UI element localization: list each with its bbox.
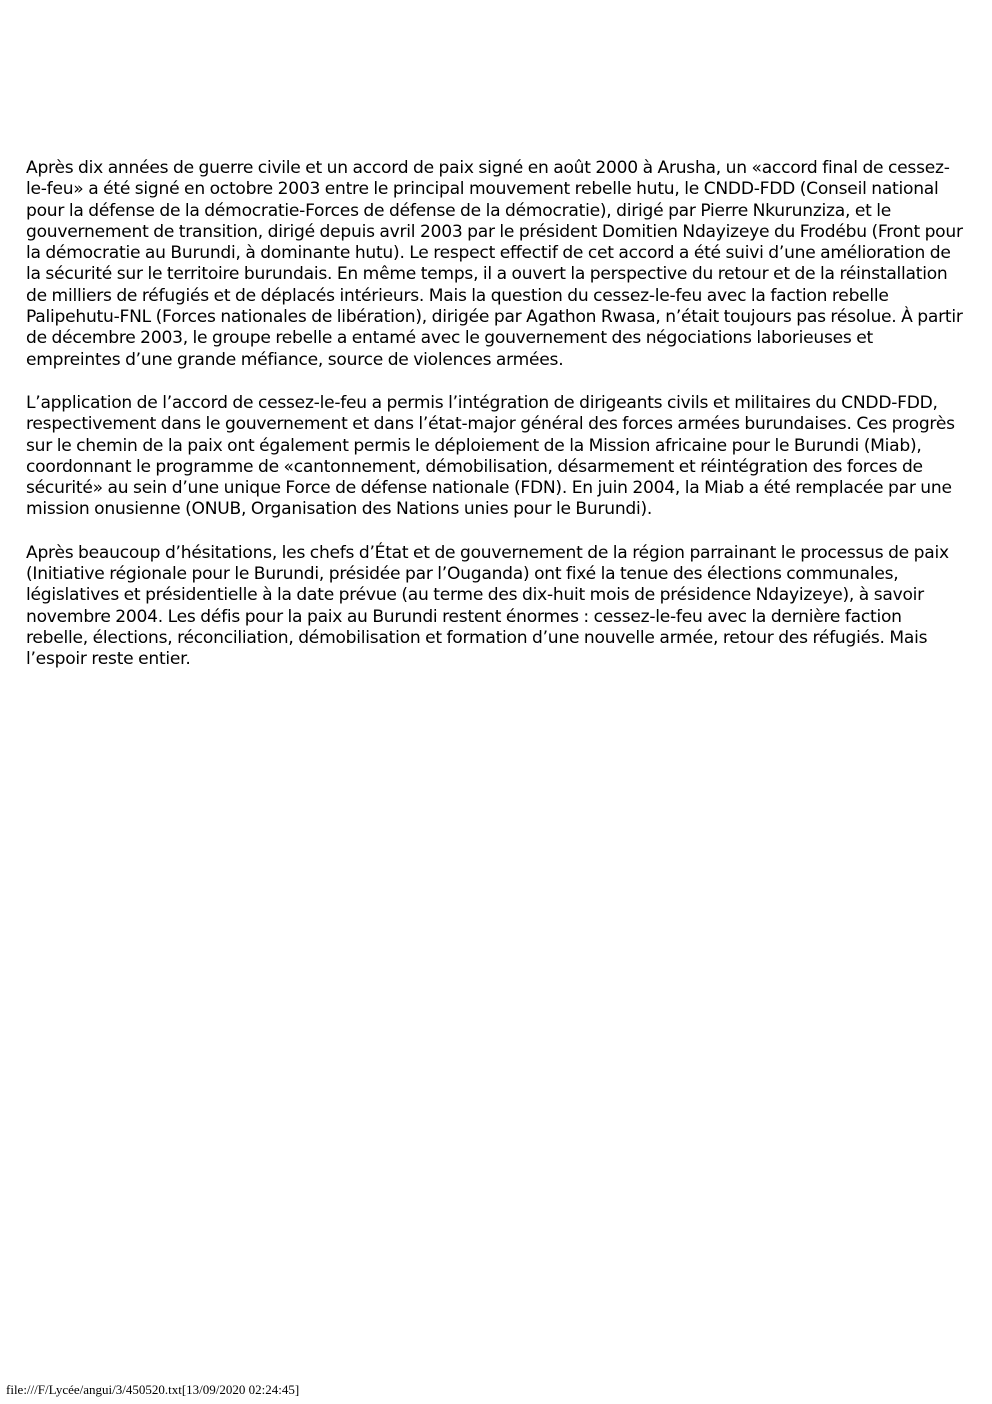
paragraph-3: Après beaucoup d’hésitations, les chefs d’État et de gouvernement de la région parrainant le processus de paix (Initiative régionale pour le Burundi, présidée par l’Ouganda) ont fixé la tenue des élections communales, législatives et présidentielle à la date prévue (au terme des dix-huit mois de présidence Ndayizeye), à savoir novembre 2004. Les défis pour la paix au Burundi restent énormes : cessez-le-feu avec la dernière faction rebelle, élections, réconciliation, démobilisation et formation d’une nouvelle armée, retour des réfugiés. Mais l’espoir reste entier. (26, 542, 949, 670)
paragraph-2: L’application de l’accord de cessez-le-feu a permis l’intégration de dirigeants civils et militaires du CNDD-FDD, respectivement dans le gouvernement et dans l’état-major général des forces armées burundaises. Ces progrès sur le chemin de la paix ont également permis le déploiement de la Mission africaine pour le Burundi (Miab), coordonnant le programme de «cantonnement, démobilisation, désarmement et réintégration des forces de sécurité» au sein d’une unique Force de défense nationale (FDN). En juin 2004, la Miab a été remplacée par une mission onusienne (ONUB, Organisation des Nations unies pour le Burundi). (26, 392, 955, 520)
paragraph-1: Après dix années de guerre civile et un accord de paix signé en août 2000 à Arusha, un «accord final de cessez-le-feu» a été signé en octobre 2003 entre le principal mouvement rebelle hutu, le CNDD-FDD (Conseil national pour la défense de la démocratie-Forces de défense de la démocratie), dirigé par Pierre Nkurunziza, et le gouvernement de transition, dirigé depuis avril 2003 par le président Domitien Ndayizeye du Frodébu (Front pour la démocratie au Burundi, à dominante hutu). Le respect effectif de cet accord a été suivi d’une amélioration de la sécurité sur le territoire burundais. En même temps, il a ouvert la perspective du retour et de la réinstallation de milliers de réfugiés et de déplacés intérieurs. Mais la question du cessez-le-feu avec la faction rebelle Palipehutu-FNL (Forces nationales de libération), dirigée par Agathon Rwasa, n’était toujours pas résolue. À partir de décembre 2003, le groupe rebelle a entamé avec le gouvernement des négociations laborieuses et empreintes d’une grande méfiance, source de violences armées. (26, 158, 963, 370)
document-body (26, 158, 966, 693)
footer-file-path: file:///F/Lycée/angui/3/450520.txt[13/09/2020 02:24:45] (6, 1382, 300, 1397)
